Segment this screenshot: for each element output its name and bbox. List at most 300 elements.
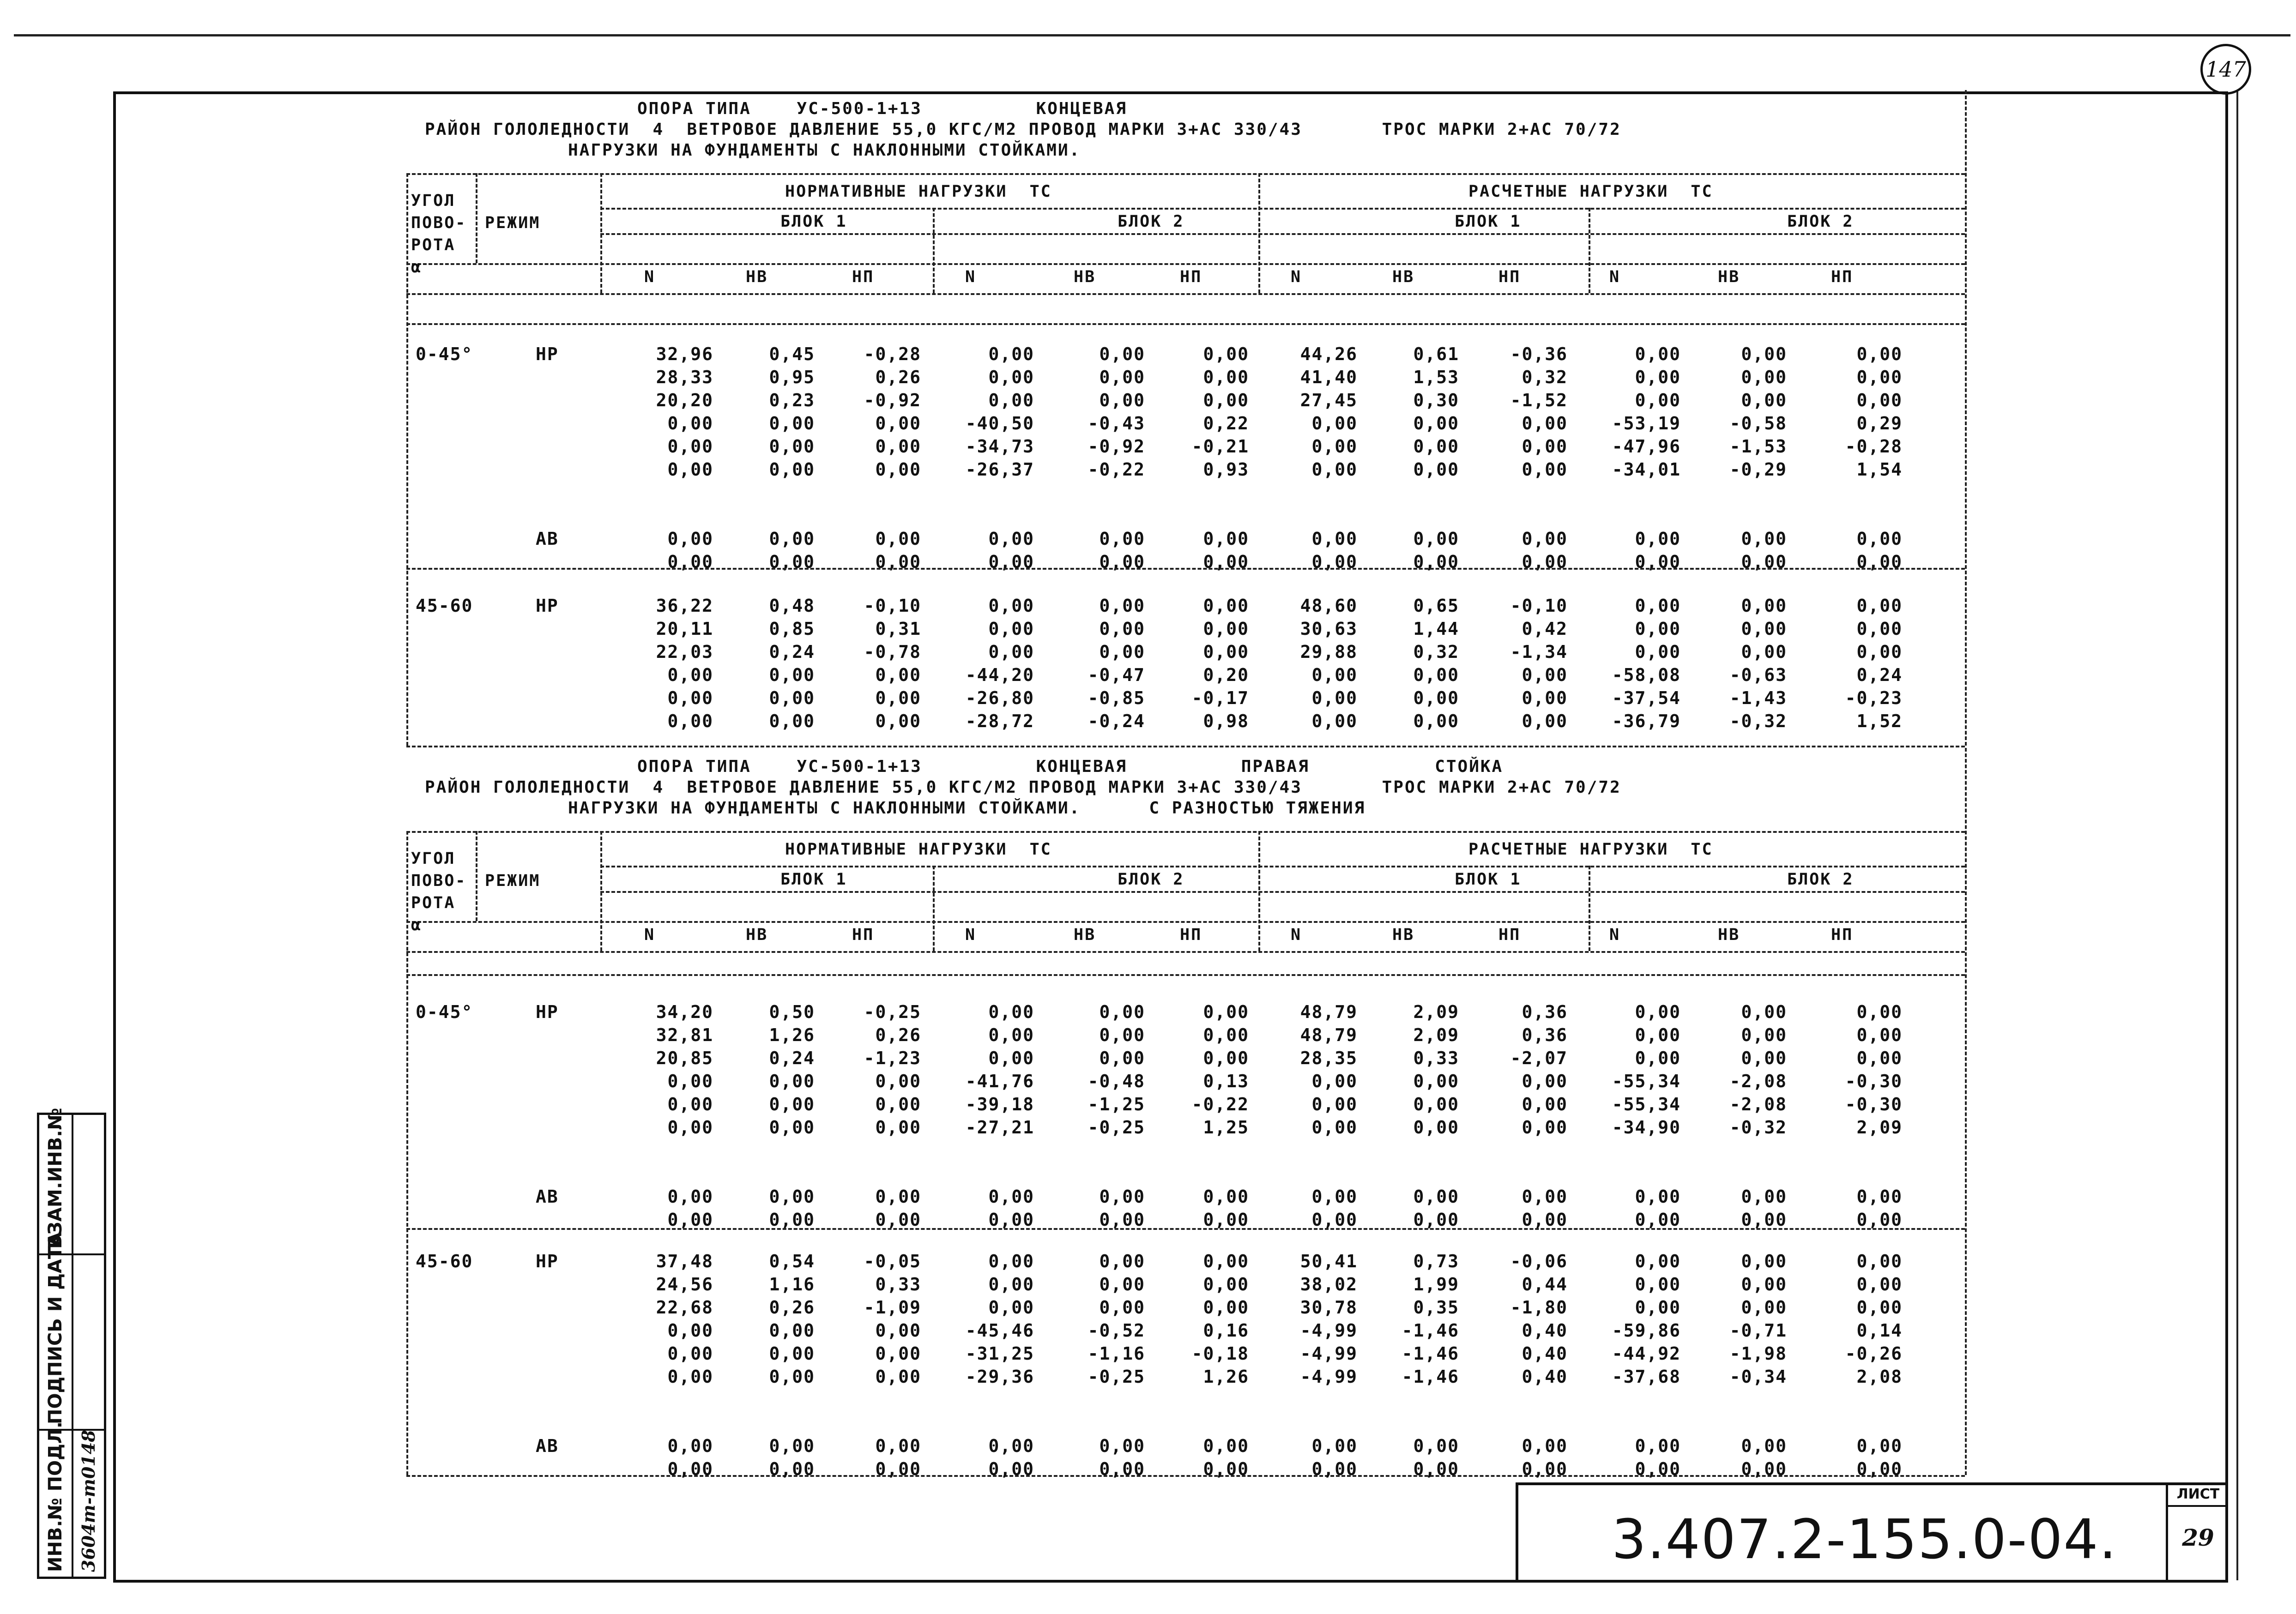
header-norm: НОРМАТИВНЫЕ НАГРУЗКИ ТС: [785, 840, 1052, 859]
table-cell: -0,63: [1729, 665, 1787, 685]
table-cell: 1,26: [769, 1025, 815, 1045]
table-cell: 0,00: [1203, 1297, 1249, 1318]
table-cell: 0,00: [1522, 1436, 1568, 1456]
table-cell: 0,54: [769, 1251, 815, 1271]
header-angle: ПОВО-: [411, 214, 467, 232]
table-cell: 0,00: [1311, 459, 1358, 480]
table-title-line: НАГРУЗКИ НА ФУНДАМЕНТЫ С НАКЛОННЫМИ СТОЙКАМИ. С РАЗНОСТЬЮ ТЯЖЕНИЯ: [568, 799, 1366, 818]
table-cell: 0,00: [1856, 1251, 1903, 1271]
table-cell: 0,32: [1413, 642, 1459, 662]
table-cell: 1,52: [1856, 711, 1903, 731]
table-cell: 0,61: [1413, 344, 1459, 364]
table-cell: 0,00: [769, 1367, 815, 1387]
table-cell: 0,00: [769, 1459, 815, 1479]
table-cell: 0,24: [1856, 665, 1903, 685]
column-header: HП: [852, 926, 875, 944]
column-header: N: [1609, 268, 1621, 286]
table-cell: 0,00: [1741, 552, 1787, 572]
table-cell: 0,00: [875, 1117, 921, 1138]
table-cell: 0,00: [667, 1436, 713, 1456]
table-cell: 0,00: [1099, 596, 1145, 616]
table-cell: 0,00: [1203, 1251, 1249, 1271]
table-cell: 0,00: [667, 413, 713, 434]
frame-right: [1965, 90, 1967, 746]
table-cell: -1,80: [1510, 1297, 1568, 1318]
table-cell: 0,00: [1311, 1071, 1358, 1091]
header-blok2: БЛОК 2: [1118, 212, 1184, 231]
frame-right-edge: [2236, 91, 2238, 1580]
table-cell: 30,78: [1300, 1297, 1358, 1318]
table-cell: 0,00: [769, 1186, 815, 1207]
table-cell: 0,00: [1635, 1025, 1681, 1045]
table-cell: 0,00: [1099, 367, 1145, 387]
table-cell: 0,00: [1522, 552, 1568, 572]
table-cell: 0,00: [1741, 642, 1787, 662]
table-cell: 0,00: [1311, 1186, 1358, 1207]
table-cell: -0,28: [1845, 436, 1903, 457]
table-cell: 50,41: [1300, 1251, 1358, 1271]
table-cell: 0,00: [1522, 1117, 1568, 1138]
table-cell: 0,00: [1635, 529, 1681, 549]
table-cell: -1,46: [1402, 1367, 1459, 1387]
table-cell: 0,00: [667, 1071, 713, 1091]
table-cell: 1,53: [1413, 367, 1459, 387]
table-cell: 0,00: [1741, 1025, 1787, 1045]
header-blok1: БЛОК 1: [780, 212, 847, 231]
table-cell: 0,00: [1413, 1436, 1459, 1456]
table-cell: 1,16: [769, 1274, 815, 1295]
table-cell: 0,00: [988, 1048, 1034, 1068]
table-cell: 0,00: [988, 1186, 1034, 1207]
table-cell: 0,24: [769, 1048, 815, 1068]
table-cell: -2,07: [1510, 1048, 1568, 1068]
table-cell: 0,00: [988, 1297, 1034, 1318]
table-cell: -44,92: [1612, 1343, 1681, 1364]
table-cell: 0,00: [667, 1117, 713, 1138]
table-cell: -1,43: [1729, 688, 1787, 708]
table-cell: -0,25: [1088, 1367, 1145, 1387]
frame-left: [406, 831, 408, 1475]
table-cell: 0,00: [1413, 1459, 1459, 1479]
table-cell: 0,00: [988, 596, 1034, 616]
table-cell: -0,28: [864, 344, 921, 364]
table-cell: 0,00: [875, 1320, 921, 1341]
header-rasch: РАСЧЕТНЫЕ НАГРУЗКИ ТС: [1468, 840, 1713, 859]
table-cell: 38,02: [1300, 1274, 1358, 1295]
table-cell: -26,37: [965, 459, 1034, 480]
column-header: HB: [1074, 268, 1096, 286]
header-mode: РЕЖИМ: [485, 872, 541, 890]
table-cell: -0,29: [1729, 459, 1787, 480]
table-cell: 34,20: [656, 1002, 713, 1022]
stamp-sign-label: ПОДПИСЬ И ДАТА: [45, 1232, 66, 1424]
column-header: HB: [1718, 268, 1740, 286]
mode-label: АВ: [536, 1436, 559, 1456]
table-cell: -0,92: [864, 390, 921, 410]
table-cell: -0,78: [864, 642, 921, 662]
column-header: N: [1291, 268, 1302, 286]
table-cell: -1,98: [1729, 1343, 1787, 1364]
table-cell: 1,99: [1413, 1274, 1459, 1295]
table-cell: 0,00: [769, 1094, 815, 1114]
header-rule: [600, 891, 1965, 893]
table-cell: 32,96: [656, 344, 713, 364]
table-cell: -0,24: [1088, 711, 1145, 731]
table-cell: 0,00: [1856, 552, 1903, 572]
table-cell: 0,00: [667, 1186, 713, 1207]
table-cell: 0,00: [988, 344, 1034, 364]
table-cell: 0,42: [1522, 619, 1568, 639]
table-cell: 1,54: [1856, 459, 1903, 480]
table-cell: 0,45: [769, 344, 815, 364]
group-rule: [406, 568, 1965, 570]
table-cell: 0,33: [875, 1274, 921, 1295]
table-cell: 0,00: [875, 665, 921, 685]
table-cell: 0,00: [1522, 688, 1568, 708]
table-cell: 0,00: [1413, 711, 1459, 731]
table-cell: -0,17: [1191, 688, 1249, 708]
table-cell: 0,00: [1311, 711, 1358, 731]
table-cell: 0,00: [769, 1117, 815, 1138]
table-cell: 0,00: [875, 1071, 921, 1091]
header-divider: [1258, 173, 1260, 293]
table-cell: 0,00: [875, 1343, 921, 1364]
table-cell: 0,00: [1635, 1186, 1681, 1207]
table-cell: -1,34: [1510, 642, 1568, 662]
table-cell: -0,21: [1191, 436, 1249, 457]
table-cell: 0,00: [1522, 459, 1568, 480]
table-cell: 0,00: [1203, 344, 1249, 364]
column-header: HB: [746, 268, 768, 286]
table-cell: -37,54: [1612, 688, 1681, 708]
header-rule: [600, 208, 1965, 210]
frame-right: [1965, 748, 1967, 1475]
table-cell: 0,00: [1311, 1210, 1358, 1230]
table-cell: 0,00: [875, 688, 921, 708]
table-cell: 0,00: [1311, 665, 1358, 685]
table-cell: 0,00: [1099, 1297, 1145, 1318]
table-cell: 0,00: [1856, 642, 1903, 662]
angle-label: 0-45°: [416, 344, 473, 364]
document-number: 3.407.2-155.0-04.: [1612, 1507, 2118, 1571]
table-cell: 0,00: [1203, 642, 1249, 662]
table-cell: 0,00: [1203, 1186, 1249, 1207]
table-cell: 0,31: [875, 619, 921, 639]
table-cell: 0,26: [769, 1297, 815, 1318]
table-cell: 0,00: [1635, 390, 1681, 410]
header-blok2: БЛОК 2: [1118, 870, 1184, 889]
table-cell: 0,00: [1413, 552, 1459, 572]
table-cell: -34,01: [1612, 459, 1681, 480]
top-rule: [14, 34, 2290, 36]
table-cell: -39,18: [965, 1094, 1034, 1114]
table-cell: 0,00: [1522, 1094, 1568, 1114]
table-cell: 1,44: [1413, 619, 1459, 639]
table-cell: 0,95: [769, 367, 815, 387]
table-cell: 0,00: [1635, 619, 1681, 639]
table-cell: 0,00: [769, 459, 815, 480]
table-cell: 1,26: [1203, 1367, 1249, 1387]
table-cell: 20,85: [656, 1048, 713, 1068]
table-cell: 0,00: [667, 1459, 713, 1479]
column-header: N: [965, 926, 977, 944]
table-cell: -27,21: [965, 1117, 1034, 1138]
table-cell: 0,00: [1635, 1048, 1681, 1068]
header-rasch: РАСЧЕТНЫЕ НАГРУЗКИ ТС: [1468, 182, 1713, 201]
table-cell: 0,00: [667, 552, 713, 572]
table-cell: -4,99: [1300, 1343, 1358, 1364]
table-cell: -36,79: [1612, 711, 1681, 731]
column-header: HП: [852, 268, 875, 286]
table-cell: -0,32: [1729, 711, 1787, 731]
table-cell: 0,30: [1413, 390, 1459, 410]
table-cell: 0,00: [875, 1186, 921, 1207]
table-cell: 36,22: [656, 596, 713, 616]
table-cell: 48,60: [1300, 596, 1358, 616]
header-divider: [600, 831, 602, 951]
table-cell: -4,99: [1300, 1367, 1358, 1387]
table-cell: 0,00: [1635, 1436, 1681, 1456]
table-cell: 0,00: [769, 1210, 815, 1230]
table-cell: 0,00: [1413, 688, 1459, 708]
table-cell: 0,00: [1741, 1186, 1787, 1207]
table-cell: 0,00: [1099, 619, 1145, 639]
column-header: HП: [1498, 268, 1521, 286]
table-cell: 0,00: [1522, 1210, 1568, 1230]
table-cell: 0,00: [1635, 1002, 1681, 1022]
mode-label: НР: [536, 344, 559, 364]
table-cell: 0,00: [1413, 1117, 1459, 1138]
table-cell: 0,00: [875, 413, 921, 434]
table-cell: -0,48: [1088, 1071, 1145, 1091]
table-cell: 0,00: [1741, 1048, 1787, 1068]
table-cell: -1,46: [1402, 1343, 1459, 1364]
table-cell: 0,00: [769, 1343, 815, 1364]
table-cell: -0,25: [1088, 1117, 1145, 1138]
table-cell: 0,00: [1413, 529, 1459, 549]
header-divider: [600, 173, 602, 293]
table-cell: 0,00: [1311, 688, 1358, 708]
table-cell: 0,00: [1413, 436, 1459, 457]
column-header: N: [1291, 926, 1302, 944]
table-cell: -0,26: [1845, 1343, 1903, 1364]
table-cell: 0,00: [1856, 1186, 1903, 1207]
column-header: HB: [1392, 926, 1415, 944]
table-cell: 0,00: [1099, 1025, 1145, 1045]
table-cell: 0,00: [667, 1367, 713, 1387]
table-cell: 0,00: [1856, 1459, 1903, 1479]
table-cell: 0,85: [769, 619, 815, 639]
side-stamp: [37, 1108, 106, 1579]
table-cell: 0,29: [1856, 413, 1903, 434]
table-cell: 0,00: [769, 436, 815, 457]
table-cell: 0,00: [1311, 1117, 1358, 1138]
table-cell: 0,00: [1635, 552, 1681, 572]
table-cell: 0,00: [1856, 344, 1903, 364]
table-cell: 0,00: [667, 665, 713, 685]
table-cell: 0,00: [1856, 619, 1903, 639]
table-cell: 0,00: [875, 459, 921, 480]
table-cell: 22,68: [656, 1297, 713, 1318]
group-rule: [406, 323, 1965, 325]
table-cell: -0,23: [1845, 688, 1903, 708]
column-header: HП: [1180, 268, 1202, 286]
header-angle: РОТА: [411, 894, 456, 912]
table-cell: -0,30: [1845, 1094, 1903, 1114]
table-cell: 41,40: [1300, 367, 1358, 387]
table-cell: 0,00: [1635, 1210, 1681, 1230]
table-cell: 0,00: [988, 1002, 1034, 1022]
table-cell: 0,00: [1203, 1459, 1249, 1479]
table-cell: 0,00: [1856, 1002, 1903, 1022]
header-angle: α: [411, 916, 423, 934]
page-mark: 147: [2200, 44, 2251, 95]
table-cell: -0,58: [1729, 413, 1787, 434]
table-cell: 0,00: [1413, 1094, 1459, 1114]
table-cell: 0,00: [667, 688, 713, 708]
table-title-line: РАЙОН ГОЛОЛЕДНОСТИ 4 ВЕТРОВОЕ ДАВЛЕНИЕ 55,0 КГС/М2 ПРОВОД МАРКИ 3+АС 330/43 ТРОС МАРКИ 2+АС 70/72: [425, 778, 1621, 797]
table-cell: 0,00: [1741, 1210, 1787, 1230]
table-cell: -47,96: [1612, 436, 1681, 457]
table-cell: -0,36: [1510, 344, 1568, 364]
table-cell: 0,00: [988, 1274, 1034, 1295]
header-blok1: БЛОК 1: [1455, 212, 1522, 231]
table-cell: 2,09: [1413, 1002, 1459, 1022]
table-cell: 0,00: [667, 1210, 713, 1230]
table-cell: 0,36: [1522, 1025, 1568, 1045]
table-cell: 0,00: [1856, 390, 1903, 410]
header-rule: [406, 831, 1965, 833]
table-cell: 0,24: [769, 642, 815, 662]
table-cell: 0,26: [875, 367, 921, 387]
table-cell: 0,00: [1099, 1459, 1145, 1479]
table-cell: -28,72: [965, 711, 1034, 731]
table-cell: 0,00: [988, 1459, 1034, 1479]
table-cell: -1,09: [864, 1297, 921, 1318]
table-cell: 0,00: [1311, 1459, 1358, 1479]
table-title-line: ОПОРА ТИПА УС-500-1+13 КОНЦЕВАЯ: [637, 99, 1127, 118]
stamp-inv-value: 3604т-т0148: [78, 1430, 99, 1572]
table-cell: 0,22: [1203, 413, 1249, 434]
header-angle: α: [411, 258, 423, 277]
table-cell: 2,09: [1856, 1117, 1903, 1138]
table-cell: 0,00: [769, 711, 815, 731]
table-cell: 0,00: [1099, 1048, 1145, 1068]
table-cell: 0,00: [988, 390, 1034, 410]
table-cell: 0,00: [1635, 642, 1681, 662]
sheet-box: [2166, 1482, 2228, 1583]
table-cell: 24,56: [656, 1274, 713, 1295]
table-cell: 0,00: [1856, 1274, 1903, 1295]
table-title-line: РАЙОН ГОЛОЛЕДНОСТИ 4 ВЕТРОВОЕ ДАВЛЕНИЕ 55,0 КГС/М2 ПРОВОД МАРКИ 3+АС 330/43 ТРОС МАРКИ 2+АС 70/72: [425, 120, 1621, 139]
table-cell: 0,00: [769, 413, 815, 434]
mode-label: НР: [536, 1251, 559, 1271]
table-cell: 0,00: [769, 1071, 815, 1091]
angle-label: 45-60: [416, 1251, 473, 1271]
table-cell: 29,88: [1300, 642, 1358, 662]
table-cell: 0,00: [1203, 390, 1249, 410]
table-cell: 0,93: [1203, 459, 1249, 480]
table-cell: 0,00: [1741, 619, 1787, 639]
table-cell: 0,00: [1099, 529, 1145, 549]
table-cell: 0,00: [875, 1436, 921, 1456]
header-rule: [406, 293, 1965, 295]
table-cell: -0,52: [1088, 1320, 1145, 1341]
table-cell: 0,00: [1522, 711, 1568, 731]
table-cell: 0,26: [875, 1025, 921, 1045]
column-header: N: [1609, 926, 1621, 944]
table-cell: 0,00: [1522, 1186, 1568, 1207]
table-cell: 0,00: [875, 1210, 921, 1230]
table-cell: 0,00: [769, 1436, 815, 1456]
table-cell: 27,45: [1300, 390, 1358, 410]
table-cell: 0,00: [1522, 529, 1568, 549]
table-cell: -0,85: [1088, 688, 1145, 708]
table-cell: 20,20: [656, 390, 713, 410]
table-cell: 28,33: [656, 367, 713, 387]
table-cell: 0,00: [1099, 1186, 1145, 1207]
header-angle: РОТА: [411, 236, 456, 254]
table-cell: 0,00: [875, 552, 921, 572]
group-rule: [406, 974, 1965, 976]
table-cell: 0,00: [1203, 1436, 1249, 1456]
table-cell: 0,00: [988, 367, 1034, 387]
table-cell: 0,16: [1203, 1320, 1249, 1341]
table-cell: -0,43: [1088, 413, 1145, 434]
table-cell: 48,79: [1300, 1002, 1358, 1022]
table-cell: 0,00: [1099, 1436, 1145, 1456]
table-cell: 28,35: [1300, 1048, 1358, 1068]
table-cell: 0,00: [1741, 344, 1787, 364]
column-header: HB: [746, 926, 768, 944]
table-cell: 0,00: [1856, 529, 1903, 549]
column-header: N: [644, 268, 656, 286]
table-cell: 0,00: [667, 529, 713, 549]
header-divider: [1589, 866, 1590, 951]
table-cell: 0,00: [667, 1320, 713, 1341]
table-cell: 0,00: [1099, 552, 1145, 572]
table-cell: -40,50: [965, 413, 1034, 434]
table-cell: 0,00: [875, 1094, 921, 1114]
table-cell: 0,00: [1099, 1210, 1145, 1230]
table-cell: 0,00: [1635, 1274, 1681, 1295]
table-cell: -31,25: [965, 1343, 1034, 1364]
header-divider: [1258, 831, 1260, 951]
table-cell: 0,00: [875, 1367, 921, 1387]
table-cell: -44,20: [965, 665, 1034, 685]
column-header: HП: [1831, 268, 1854, 286]
table-cell: 0,98: [1203, 711, 1249, 731]
table-cell: 0,00: [1522, 1071, 1568, 1091]
table-cell: 0,48: [769, 596, 815, 616]
angle-label: 0-45°: [416, 1002, 473, 1022]
table-cell: 2,09: [1413, 1025, 1459, 1045]
table-cell: 0,00: [1856, 1436, 1903, 1456]
table-cell: 0,00: [1741, 596, 1787, 616]
header-blok2: БЛОК 2: [1787, 212, 1854, 231]
table-cell: -0,25: [864, 1002, 921, 1022]
table-cell: 0,00: [769, 529, 815, 549]
column-header: HB: [1074, 926, 1096, 944]
header-rule: [600, 866, 1965, 867]
table-cell: 0,00: [1522, 1459, 1568, 1479]
table-cell: -55,34: [1612, 1071, 1681, 1091]
table-cell: -0,06: [1510, 1251, 1568, 1271]
group-rule: [406, 746, 1965, 747]
table-cell: 0,20: [1203, 665, 1249, 685]
table-cell: 0,00: [667, 436, 713, 457]
mode-label: НР: [536, 596, 559, 616]
